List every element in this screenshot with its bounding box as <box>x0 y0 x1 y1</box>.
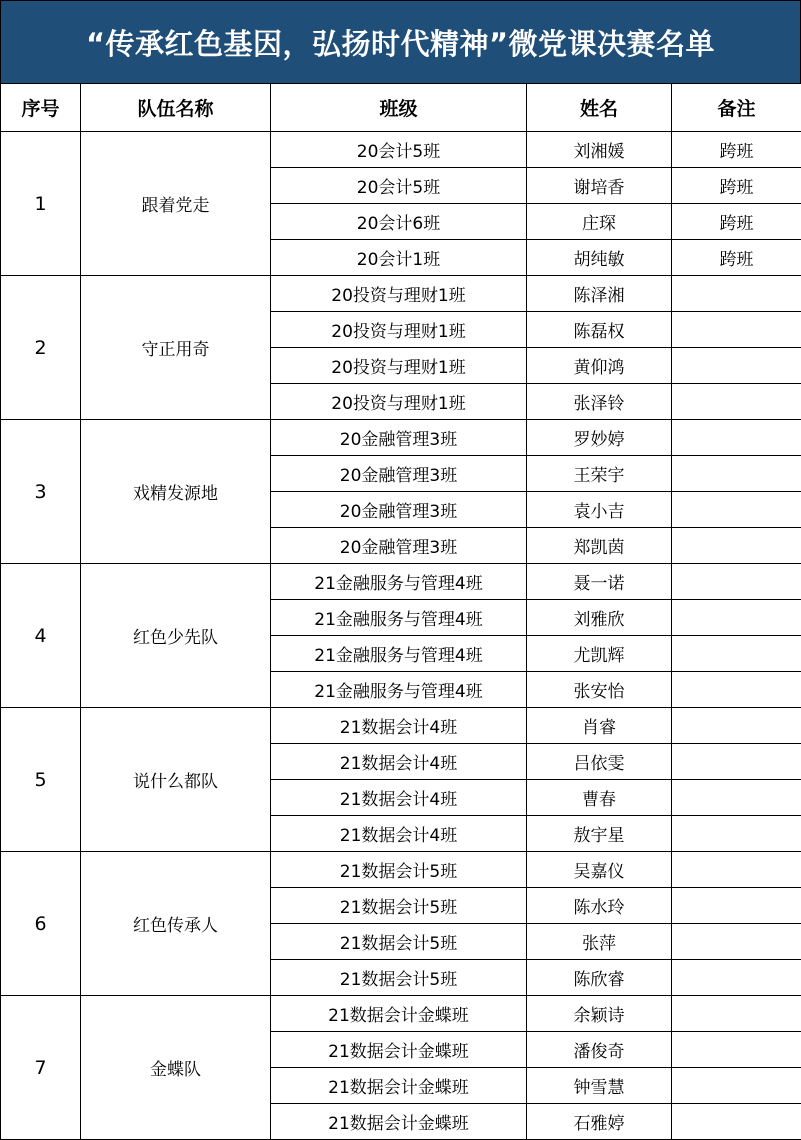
member-name-cell: 钟雪慧 <box>527 1068 672 1104</box>
member-name-cell: 吴嘉仪 <box>527 852 672 888</box>
class-cell: 20金融管理3班 <box>271 528 527 564</box>
note-cell <box>672 852 801 888</box>
member-name-cell: 潘俊奇 <box>527 1032 672 1068</box>
member-name-cell: 庄琛 <box>527 204 672 240</box>
note-cell <box>672 960 801 996</box>
note-cell <box>672 780 801 816</box>
member-name-cell: 张泽铃 <box>527 384 672 420</box>
team-name-cell: 金蝶队 <box>81 996 271 1140</box>
note-cell <box>672 312 801 348</box>
member-name-cell: 石雅婷 <box>527 1104 672 1140</box>
class-cell: 21金融服务与管理4班 <box>271 564 527 600</box>
member-name-cell: 余颖诗 <box>527 996 672 1032</box>
note-cell <box>672 672 801 708</box>
note-cell <box>672 1032 801 1068</box>
team-index-cell: 4 <box>1 564 81 708</box>
member-name-cell: 黄仰鸿 <box>527 348 672 384</box>
class-cell: 20投资与理财1班 <box>271 276 527 312</box>
team-index-cell: 6 <box>1 852 81 996</box>
member-name-cell: 曹春 <box>527 780 672 816</box>
class-cell: 20投资与理财1班 <box>271 348 527 384</box>
member-name-cell: 罗妙婷 <box>527 420 672 456</box>
member-name-cell: 袁小吉 <box>527 492 672 528</box>
member-name-cell: 敖宇星 <box>527 816 672 852</box>
class-cell: 21数据会计4班 <box>271 744 527 780</box>
class-cell: 20金融管理3班 <box>271 420 527 456</box>
member-name-cell: 王荣宇 <box>527 456 672 492</box>
finalist-table <box>0 83 801 1140</box>
table-row <box>1 852 801 888</box>
member-name-cell: 肖睿 <box>527 708 672 744</box>
class-cell: 20投资与理财1班 <box>271 312 527 348</box>
header-class: 班级 <box>271 84 527 132</box>
note-cell <box>672 564 801 600</box>
header-index: 序号 <box>1 84 81 132</box>
note-cell: 跨班 <box>672 240 801 276</box>
member-name-cell: 郑凯茵 <box>527 528 672 564</box>
note-cell <box>672 456 801 492</box>
table-row <box>1 276 801 312</box>
class-cell: 21金融服务与管理4班 <box>271 672 527 708</box>
table-row <box>1 132 801 168</box>
header-row <box>1 84 801 132</box>
class-cell: 20会计6班 <box>271 204 527 240</box>
team-name-cell: 戏精发源地 <box>81 420 271 564</box>
member-name-cell: 刘湘媛 <box>527 132 672 168</box>
team-name-cell: 红色传承人 <box>81 852 271 996</box>
class-cell: 21数据会计金蝶班 <box>271 1068 527 1104</box>
note-cell <box>672 744 801 780</box>
team-name-cell: 守正用奇 <box>81 276 271 420</box>
class-cell: 21金融服务与管理4班 <box>271 600 527 636</box>
class-cell: 21数据会计5班 <box>271 888 527 924</box>
class-cell: 21数据会计4班 <box>271 816 527 852</box>
header-team: 队伍名称 <box>81 84 271 132</box>
member-name-cell: 陈欣睿 <box>527 960 672 996</box>
class-cell: 21数据会计5班 <box>271 960 527 996</box>
page-title: “传承红色基因，弘扬时代精神”微党课决赛名单 <box>0 0 801 83</box>
class-cell: 20会计5班 <box>271 168 527 204</box>
member-name-cell: 陈磊权 <box>527 312 672 348</box>
member-name-cell: 陈泽湘 <box>527 276 672 312</box>
member-name-cell: 吕依雯 <box>527 744 672 780</box>
header-name: 姓名 <box>527 84 672 132</box>
table-row <box>1 420 801 456</box>
note-cell <box>672 816 801 852</box>
member-name-cell: 张安怡 <box>527 672 672 708</box>
table-row <box>1 708 801 744</box>
note-cell <box>672 600 801 636</box>
class-cell: 21金融服务与管理4班 <box>271 636 527 672</box>
member-name-cell: 谢培香 <box>527 168 672 204</box>
member-name-cell: 尤凯辉 <box>527 636 672 672</box>
note-cell <box>672 348 801 384</box>
member-name-cell: 陈水玲 <box>527 888 672 924</box>
class-cell: 20投资与理财1班 <box>271 384 527 420</box>
member-name-cell: 刘雅欣 <box>527 600 672 636</box>
class-cell: 21数据会计4班 <box>271 780 527 816</box>
note-cell <box>672 636 801 672</box>
table-row <box>1 996 801 1032</box>
note-cell <box>672 528 801 564</box>
note-cell <box>672 420 801 456</box>
class-cell: 20金融管理3班 <box>271 456 527 492</box>
class-cell: 21数据会计5班 <box>271 924 527 960</box>
note-cell: 跨班 <box>672 168 801 204</box>
note-cell <box>672 276 801 312</box>
team-name-cell: 红色少先队 <box>81 564 271 708</box>
table-body <box>1 132 801 1140</box>
team-index-cell: 7 <box>1 996 81 1140</box>
note-cell <box>672 384 801 420</box>
note-cell: 跨班 <box>672 204 801 240</box>
member-name-cell: 胡纯敏 <box>527 240 672 276</box>
note-cell <box>672 1104 801 1140</box>
note-cell <box>672 708 801 744</box>
class-cell: 21数据会计4班 <box>271 708 527 744</box>
team-name-cell: 说什么都队 <box>81 708 271 852</box>
class-cell: 20会计5班 <box>271 132 527 168</box>
note-cell <box>672 996 801 1032</box>
team-index-cell: 2 <box>1 276 81 420</box>
class-cell: 21数据会计金蝶班 <box>271 996 527 1032</box>
team-index-cell: 3 <box>1 420 81 564</box>
table-row <box>1 564 801 600</box>
note-cell: 跨班 <box>672 132 801 168</box>
class-cell: 21数据会计金蝶班 <box>271 1032 527 1068</box>
team-index-cell: 1 <box>1 132 81 276</box>
member-name-cell: 张萍 <box>527 924 672 960</box>
note-cell <box>672 924 801 960</box>
team-name-cell: 跟着党走 <box>81 132 271 276</box>
note-cell <box>672 1068 801 1104</box>
header-note: 备注 <box>672 84 801 132</box>
class-cell: 21数据会计金蝶班 <box>271 1104 527 1140</box>
member-name-cell: 聂一诺 <box>527 564 672 600</box>
class-cell: 20金融管理3班 <box>271 492 527 528</box>
class-cell: 20会计1班 <box>271 240 527 276</box>
note-cell <box>672 492 801 528</box>
class-cell: 21数据会计5班 <box>271 852 527 888</box>
note-cell <box>672 888 801 924</box>
team-index-cell: 5 <box>1 708 81 852</box>
